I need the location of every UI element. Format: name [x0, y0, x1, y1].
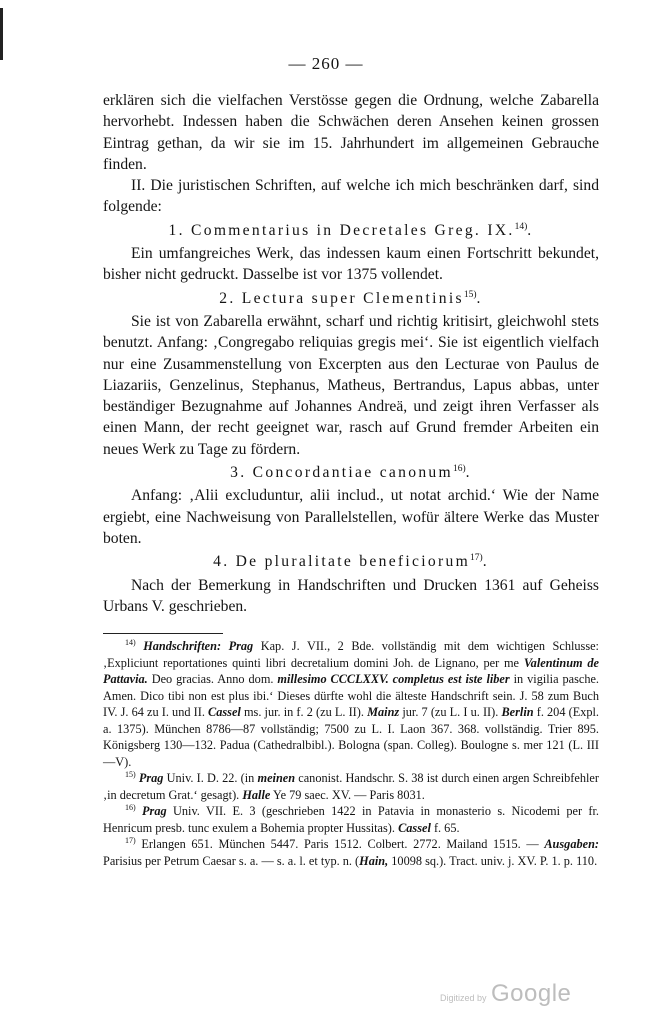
scan-edge-mark — [0, 8, 3, 60]
footnote-ref-17: 17) — [470, 553, 483, 564]
footnote-14-text: f. 204 (Expl. a. 1375). München 8786—87 vollständig; 7500 zu L. I. Laon 367. 368. vollständig. Trier 895. Königsberg 130—132. Padua (Cathedralbibl.). Bologna (span. Colleg). Boulogne s. mer 121 (L. III—V). — [103, 705, 599, 769]
paragraph-commentarius: Ein umfangreiches Werk, das indessen kaum einen Fortschritt bekundet, bisher nicht gedruckt. Dasselbe ist vor 1375 vollendet. — [103, 245, 599, 284]
footnote-16-text: Univ. VII. E. 3 (geschrieben 1422 in Patavia in monasterio s. Nicodemi per fr. Henricum presb. tunc exulem a Bohemia propter Hussitas). — [103, 804, 600, 835]
paragraph-concordantiae: Anfang: ‚Alii excluduntur, alii includ., ut notat archid.‘ Wie der Name ergiebt, eine Nachweisung von Parallelstellen, wofür ältere Werke das Muster boten. — [103, 487, 599, 547]
footnote-16-number: 16) — [125, 802, 136, 812]
footnote-14-text: ms. jur. in f. 2 (zu L. II). — [243, 705, 364, 719]
main-text — [103, 90, 599, 617]
paragraph-pluralitate: Nach der Bemerkung in Handschriften und Drucken 1361 auf Geheiss Urbans V. geschrieben. — [103, 576, 599, 615]
google-logo: Google — [490, 980, 572, 1007]
footnote-17-label: Ausgaben: — [544, 837, 600, 851]
paragraph-intro: erklären sich die vielfachen Verstösse gegen die Ordnung, welche Zabarella hervorhebt. Indessen haben die Schwächen deren Ansehen keinen grossen Eintrag gethan, da wir sie im 15. Jahrhundert im allgemeinen Gebrauche finden. — [103, 92, 599, 173]
footnote-rule — [103, 633, 223, 634]
footnote-14-italic: millesimo CCCLXXV. completus est iste liber — [277, 672, 510, 686]
footnote-14-city: Cassel — [208, 705, 241, 719]
heading-commentarius-text: 1. Commentarius in Decretales Greg. IX. — [168, 221, 515, 239]
footnote-14-city: Prag — [228, 639, 254, 653]
footnote-ref-16: 16) — [452, 463, 466, 474]
heading-pluralitate: 4. De pluralitate beneficiorum$^{17)}$. — [213, 553, 489, 571]
footnote-15-text: Ye 79 saec. XV. — Paris 8031. — [272, 787, 425, 802]
footnote-15-city: Prag — [138, 771, 164, 785]
watermark-prefix: Digitized by — [440, 993, 487, 1003]
footnote-17-text: 10098 sq.). Tract. univ. j. XV. P. 1. p. 110. — [391, 853, 598, 868]
footnote-17-text: Parisius per Petrum Caesar s. a. — s. a. l. et typ. n. ( — [103, 853, 360, 868]
footnote-14 — [103, 638, 599, 770]
footnote-16 — [103, 803, 599, 836]
footnote-17-italic: Hain, — [359, 853, 389, 868]
heading-lectura: 2. Lectura super Clementinis$^{15)}$. — [219, 289, 483, 307]
footnote-14-label: Handschriften: — [143, 639, 222, 653]
footnote-15 — [103, 770, 599, 803]
footnote-14-number: 14) — [125, 637, 136, 647]
footnote-15-number: 15) — [125, 769, 136, 779]
footnote-ref-15: 15) — [463, 289, 477, 300]
heading-concordantiae: 3. Concordantiae canonum$^{16)}$. — [230, 463, 472, 482]
footnote-14-city: Mainz — [367, 705, 400, 719]
footnote-14-text: Deo gracias. Anno dom. — [151, 672, 274, 686]
heading-concordantiae-text: 3. Concordantiae canonum — [230, 464, 453, 482]
heading-lectura-text: 2. Lectura super Clementinis — [219, 289, 464, 307]
footnote-17-number: 17) — [125, 835, 136, 845]
page-number: — 260 — — [288, 54, 364, 73]
heading-commentarius: 1. Commentarius in Decretales Greg. IX.$^{14)}$. — [168, 221, 534, 239]
footnotes — [103, 638, 599, 869]
footnote-14-italic: Valentinum de Pattavia. — [103, 655, 599, 686]
paragraph-lectura: Sie ist von Zabarella erwähnt, scharf und richtig kritisirt, gleichwohl stets benutzt. Anfang: ‚Congregabo reliquias gregis mei‘. Sie ist eigentlich vielfach nur eine Zusammenstellung von Excerpten aus den Lecturae von Paulus de Liazariis, Genzelinus, Stephanus, Matheus, Bertrandus, Lapus abbas, unter beständiger Bezugnahme auf Johannes Andreä, und zeigt ihren Verfasser als einen Mann, der recht geeignet war, rasch auf Grund fremder Arbeiten ein neues Werk zu Tage zu fördern. — [103, 312, 599, 458]
footnote-17-text: Erlangen 651. München 5447. Paris 1512. Colbert. 2772. Mailand 1515. — — [141, 837, 539, 851]
footnote-15-italic: meinen — [257, 771, 296, 785]
footnote-16-city: Cassel — [398, 820, 431, 835]
footnote-15-text: canonist. Handschr. S. 38 ist durch einen argen Schreibfehler ‚in decretum Grat.‘ gesagt). — [103, 771, 599, 802]
paragraph-juristic-writings: II. Die juristischen Schriften, auf welche ich mich beschränken darf, sind folgende: — [103, 177, 599, 216]
footnote-15-text: Univ. I. D. 22. (in — [166, 771, 255, 785]
footnote-14-city: Berlin — [501, 705, 534, 719]
footnote-17 — [103, 836, 599, 869]
footnote-14-text: Kap. J. VII., 2 Bde. vollständig mit dem wichtigen Schlusse: ‚Expliciunt reportationes quinti libri decretalium domini Joh. de Lignano, per me — [103, 639, 599, 670]
digitized-by-google-watermark — [440, 980, 571, 1008]
footnote-16-city: Prag — [142, 804, 167, 818]
heading-pluralitate-text: 4. De pluralitate beneficiorum — [213, 553, 471, 571]
footnote-14-text: jur. 7 (zu L. I u. II). — [402, 705, 499, 719]
footnote-15-city: Halle — [242, 787, 271, 802]
footnote-ref-14: 14) — [514, 221, 528, 232]
footnote-16-text: f. 65. — [433, 820, 460, 835]
footnote-14-text: in vigilia pasche. Amen. Dico tibi non est plus ibi.‘ Dieses dürfte wohl die älteste Handschrift sein. J. 58 zum Buch IV. J. 64 zu I. und II. — [103, 672, 600, 719]
